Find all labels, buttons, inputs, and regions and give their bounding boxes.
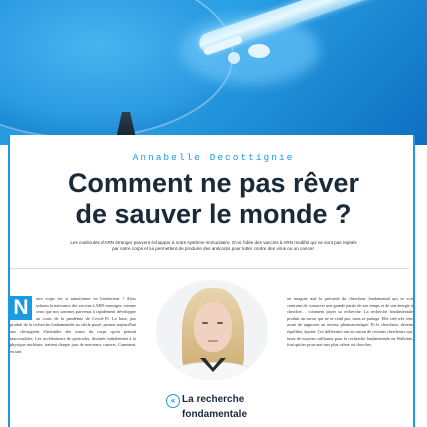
body-column-right: on imagine mal la précarité du chercheur fondamental qui se voit contraint de consacrer une grande partie de son temps et de son énergie à chercher… comment payer sa recherche. La recherche fondamentale produit un savoir qui ne se vend pas, mais se partage. Elle crée très cher avant de rapporter au secteur pharmaceutique. Et le chercheur, devenu équilibre, épuisé. Ces déférentes ont eu raison de certains chercheurs qui, faute de moyens suffisants pour la recherche fondamentale en Wallonie, font quitter pour une mer plus calme où chercher [287,296,413,348]
liquid-blob [248,44,270,58]
portrait-face [194,302,232,352]
body-column-left [10,296,136,355]
pull-quote [182,392,262,422]
article-title [30,168,397,230]
portrait-eye-left [202,322,208,324]
hero-photo [0,0,427,145]
column-left-text: otre corps est si transformer en bioréacteur ! Alors saluons la naissance des vaccins à ARN messager, comme ceux que nos sommes parvenus à rapidement développer au cours de la pandémie de Covid-19. La base, pur produit de la recherche fondamentale au siècle passé, permet aujourd'hui aux chirurgiens d'atteindre des zones du corps qu'on pensait inaccessibles. Les accélérateurs de particules, destinés initialement à la physique nucléaire, traitent chaque jour de nouveaux cancers. Comment, en tant [10,296,136,354]
pull-quote-line-2: fondamentale [182,409,248,420]
pull-quote-line-1: La recherche [182,394,245,405]
portrait-photo [156,280,268,380]
portrait-mouth [208,340,218,342]
liquid-drop [228,52,240,64]
drop-cap: N [10,296,32,320]
article-author: Annabelle Decottignie [132,152,295,163]
portrait-eye-right [217,322,223,324]
article-lead: Les molécules d'ARN étranger peuvent échapper à notre système immunitaire. D'où l'idée des vaccins à ARN modifié qui ne sont pas rejetés par notre corps et lui permettent de produire des anticorps pour lutter contre des virus ou un cancer. [70,240,357,251]
quote-icon: « [166,394,180,408]
divider [10,268,409,269]
title-line-1: Comment ne pas rêver [67,168,360,198]
title-line-2: de sauver le monde ? [75,199,352,229]
